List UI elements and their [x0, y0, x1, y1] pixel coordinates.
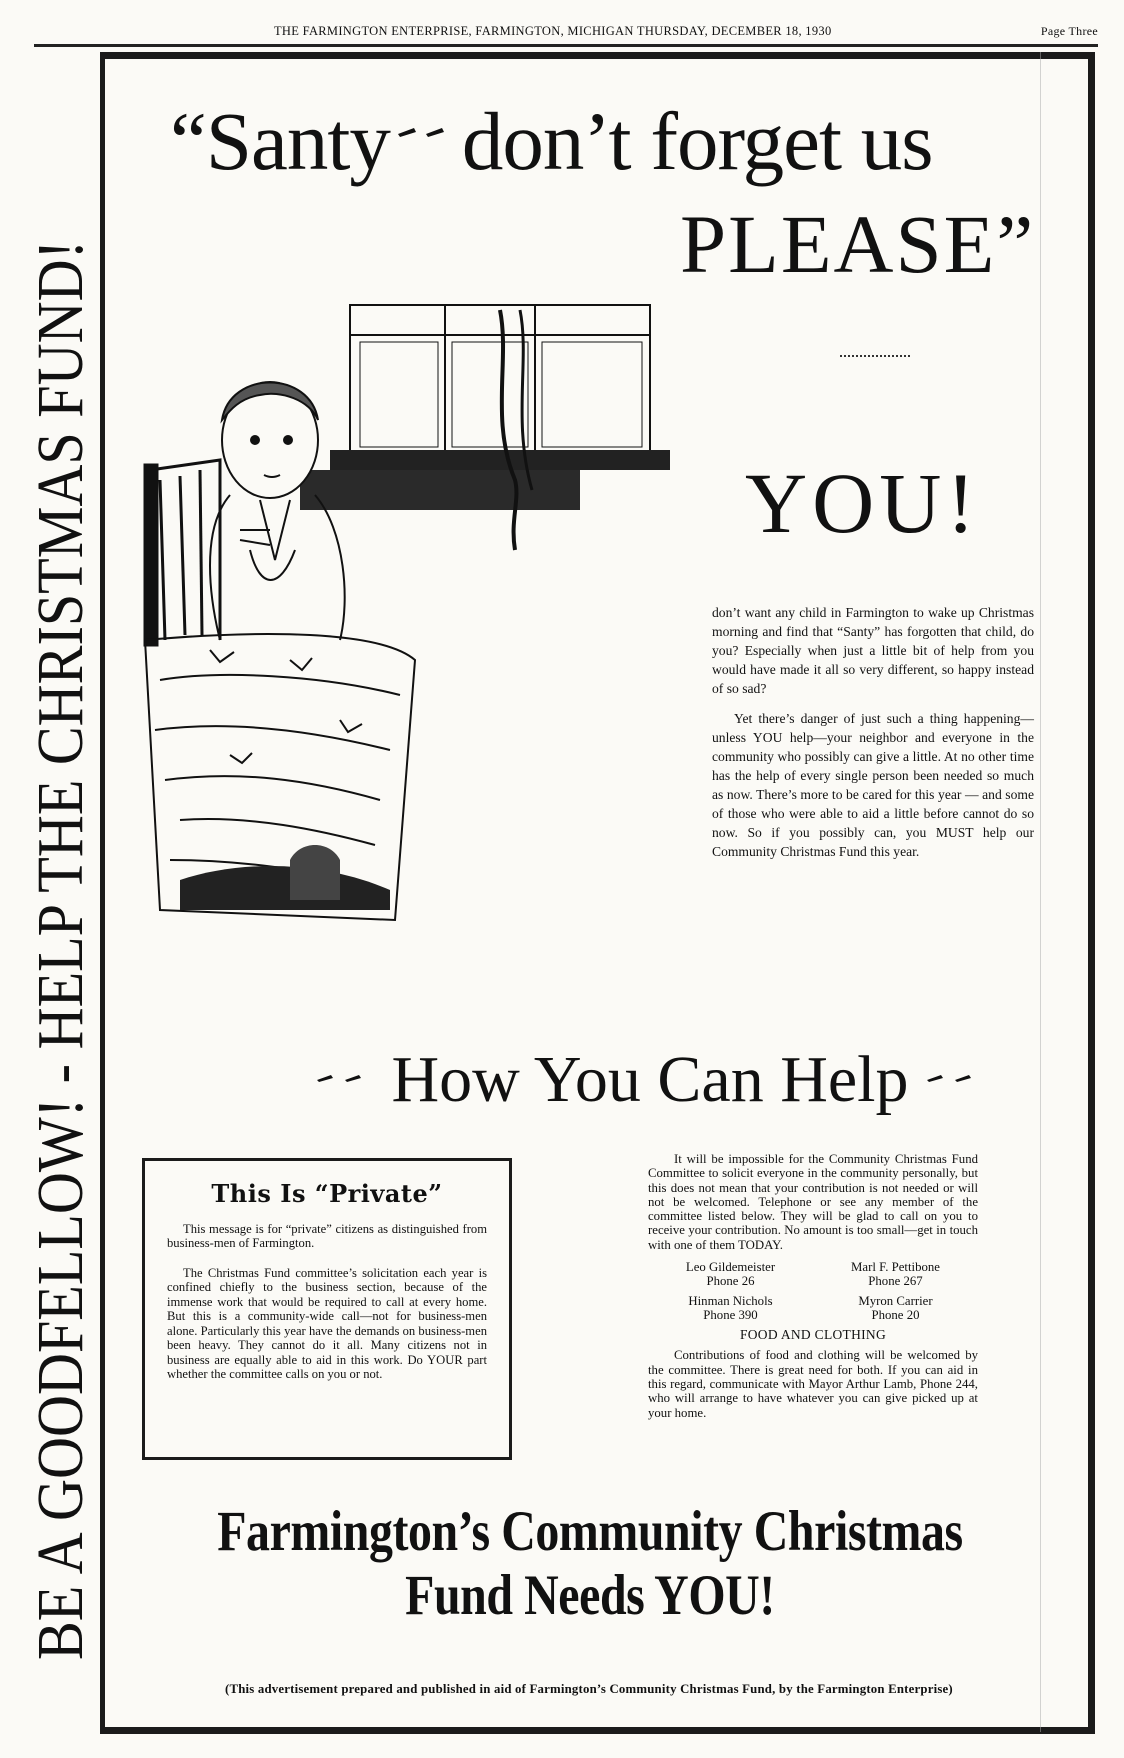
how-you-can-help-heading	[285, 1043, 1015, 1116]
headline-right: don’t forget us	[461, 95, 933, 187]
contact-entry	[813, 1294, 978, 1322]
column-rule	[1040, 52, 1041, 1732]
contact-entry	[648, 1260, 813, 1288]
contact-phone: Phone 267	[868, 1274, 923, 1289]
contact-entry	[813, 1260, 978, 1288]
body-paragraph-1: don’t want any child in Farmington to wake up Christmas morning and find that “Santy” has forgotten that child, do you? Especially when just a little bit of help from you would have made it all so very different, so happy instead of so sad?	[712, 605, 1034, 696]
body-copy	[712, 603, 1034, 872]
food-clothing-heading: FOOD AND CLOTHING	[739, 1327, 887, 1343]
committee-contacts	[648, 1260, 978, 1322]
contact-name: Leo Gildemeister	[685, 1260, 776, 1275]
dash-right-icon	[925, 1073, 985, 1083]
private-box-title: This Is “Private”	[211, 1179, 443, 1208]
food-clothing-text: Contributions of food and clothing will be welcomed by the committee. There is great need for both. If you can aid in this regard, communicate with Mayor Arthur Lamb, Phone 244, who will arrange to have whatever you can give picked up at your home.	[648, 1348, 978, 1420]
masthead	[30, 22, 1098, 44]
contact-name: Marl F. Pettibone	[851, 1260, 940, 1275]
footer-headline	[212, 1500, 968, 1628]
side-banner	[8, 120, 96, 1680]
child-praying-illustration	[140, 300, 680, 1020]
help-intro: It will be impossible for the Community Christmas Fund Committee to solicit everyone in the community personally, but this does not mean that your contribution is not needed or will not be welcomed. Telephone or see any member of the committee listed below. They will be glad to call on you to receive your contribution. No amount is too small—get in touch with one of them TODAY.	[648, 1152, 978, 1252]
headline-line1	[170, 95, 970, 187]
headline-left: “Santy	[170, 95, 390, 187]
private-message-box	[142, 1158, 512, 1460]
contact-phone: Phone 26	[706, 1274, 755, 1289]
masthead-text: THE FARMINGTON ENTERPRISE, FARMINGTON, MICHIGAN THURSDAY, DECEMBER 18, 1930	[274, 24, 832, 38]
dash-mark-icon	[396, 126, 456, 138]
contact-phone: Phone 20	[871, 1308, 920, 1323]
contact-phone: Phone 390	[703, 1308, 758, 1323]
help-column	[648, 1152, 978, 1420]
advertisement-credit: (This advertisement prepared and published in aid of Farmington’s Community Christmas Fund, by the Farmington Enterprise)	[225, 1682, 953, 1696]
dash-left-icon	[315, 1073, 375, 1083]
masthead-rule	[34, 44, 1098, 47]
you-heading: YOU!	[745, 455, 980, 551]
headline-please: PLEASE”	[680, 198, 1036, 290]
footer-line-1: Farmington’s Community Christmas	[217, 1500, 963, 1563]
private-box-paragraph-2: The Christmas Fund committee’s solicitation each year is confined chiefly to the business section, because of the immense work that would be required to call at every home. But this is a community-wide call—not for business-men alone. Particularly this year have the demands on business-men been heavy. They cannot do it all. Many citizens not in business are equally able to aid in this work. Do YOUR part whether the committee calls on you or not.	[167, 1265, 487, 1381]
page-number: Page Three	[1040, 24, 1098, 38]
ornament-rule	[840, 355, 910, 357]
private-box-paragraph-1: This message is for “private” citizens as distinguished from business-men of Farmington.	[167, 1221, 487, 1250]
side-banner-text: BE A GOODFELLOW! - HELP THE CHRISTMAS FUND!	[24, 120, 96, 1660]
footer-line-2: Fund Needs YOU!	[405, 1564, 775, 1627]
how-heading-text: How You Can Help	[391, 1043, 909, 1116]
contact-entry	[648, 1294, 813, 1322]
side-banner-svg	[8, 120, 96, 1680]
illustration-svg	[140, 300, 680, 1020]
contact-name: Myron Carrier	[858, 1294, 933, 1309]
contact-name: Hinman Nichols	[688, 1294, 773, 1309]
body-paragraph-2: Yet there’s danger of just such a thing happening—unless YOU help—your neighbor and everyone in the community who possibly can give a little. At no other time has the help of every single person been needed so much as now. There’s more to be cared for this year — and some of those who were able to aid a little before cannot do so now. So if you possibly can, you MUST help our Community Christmas Fund this year.	[712, 711, 1034, 859]
